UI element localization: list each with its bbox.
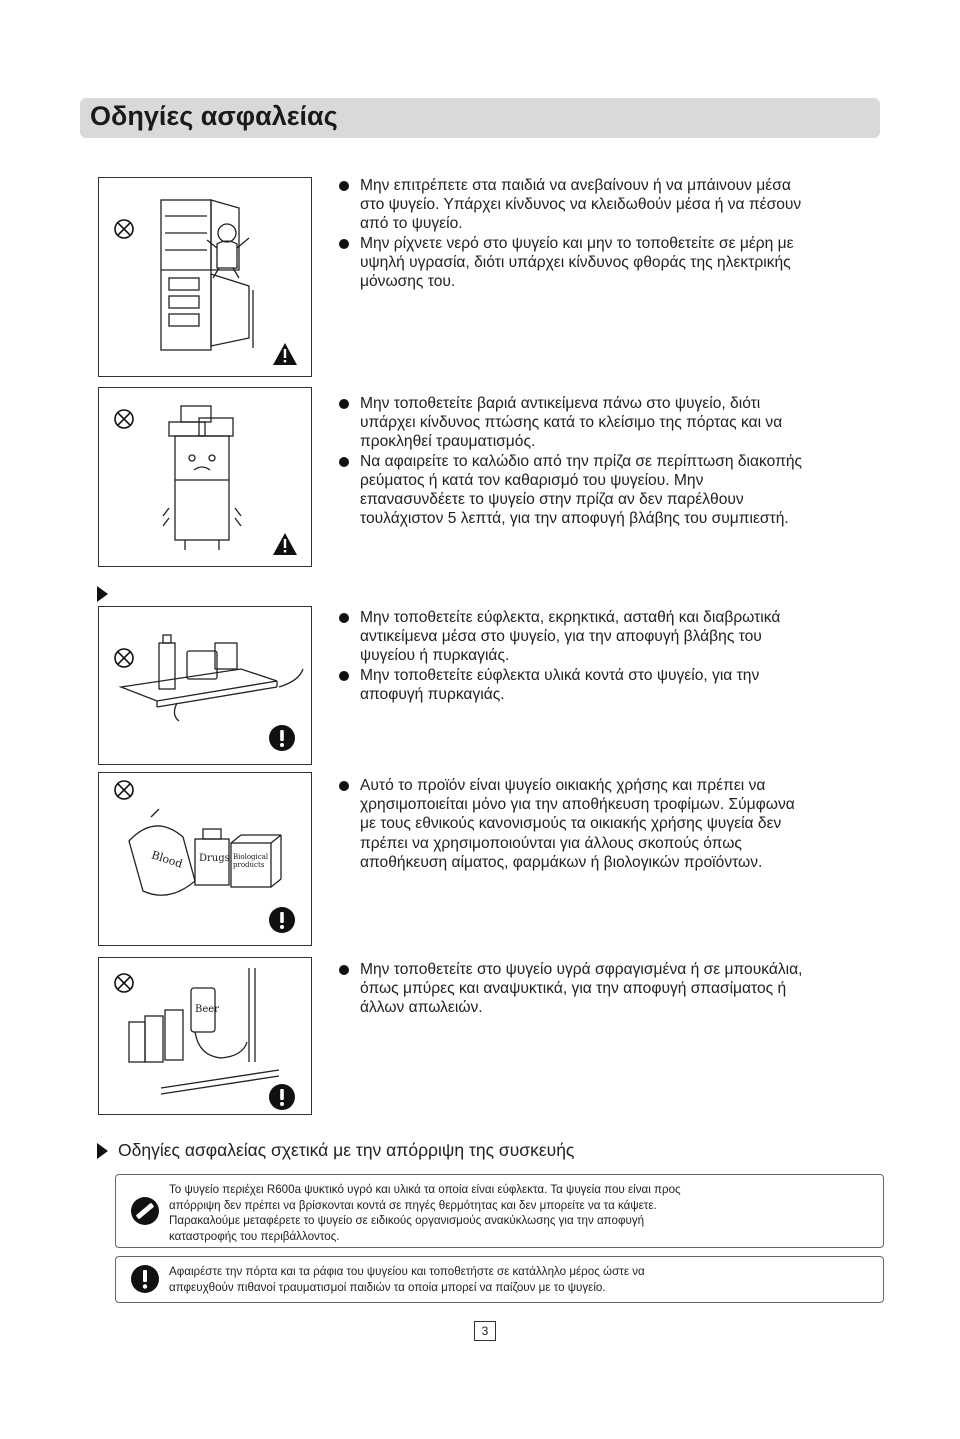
section-5-text <box>336 960 886 1018</box>
disposal-box-refrigerant <box>115 1174 884 1248</box>
bullet-item <box>336 394 886 413</box>
text-line <box>336 272 886 291</box>
page-number: 3 <box>474 1321 496 1341</box>
bullet-dot-icon <box>339 781 349 791</box>
text-line <box>336 627 886 646</box>
label-biological: Biological products <box>233 853 269 869</box>
text-line <box>336 814 886 833</box>
bullet-dot-icon <box>339 671 349 681</box>
disposal-box-door-text <box>169 1264 871 1295</box>
info-line: καταστροφής του περιβάλλοντος. <box>169 1229 340 1243</box>
mandatory-icon <box>130 1264 160 1294</box>
text-line <box>336 795 886 814</box>
text-line <box>336 646 886 665</box>
line-text: αποφυγή πυρκαγιάς. <box>360 685 505 703</box>
mandatory-icon <box>268 1083 296 1111</box>
page-title: Οδηγίες ασφαλείας <box>90 101 338 131</box>
line-text: Να αφαιρείτε το καλώδιο από την πρίζα σε περίπτωση διακοπής <box>360 452 803 470</box>
section-3-text <box>336 608 886 704</box>
info-line: Το ψυγείο περιέχει R600a ψυκτικό υγρό και υλικά τα οποία είναι εύφλεκτα. Τα ψυγεία που είναι προς <box>169 1183 681 1196</box>
text-line <box>336 509 886 528</box>
line-text: Μην ρίχνετε νερό στο ψυγείο και μην το τοποθετείτε σε μέρη με <box>360 234 794 252</box>
info-line: απόρριψη δεν πρέπει να βρίσκονται κοντά σε πηγές θερμότητας και δεν μπορείτε να τα κάψετε. <box>169 1198 657 1212</box>
text-line <box>336 413 886 432</box>
section-arrow-icon <box>97 586 108 602</box>
info-line: απφευχθούν πιθανοί τραυματισμοί παιδιών τα οποία μπορεί να παίζουν με το ψυγείο. <box>169 1280 606 1294</box>
line-text: ψυγείου ή πυρκαγιάς. <box>360 647 510 665</box>
line-text: προκληθεί τραυματισμός. <box>360 433 536 451</box>
line-text: από το ψυγείο. <box>360 215 463 233</box>
no-entry-icon <box>130 1196 160 1226</box>
line-text: Μην επιτρέπετε στα παιδιά να ανεβαίνουν ή να μπάινουν μέσα <box>360 177 791 194</box>
line-text: αντικείμενα μέσα στο ψυγείο, για την αποφυγή βλάβης του <box>360 628 762 646</box>
text-line <box>336 685 886 704</box>
bullet-dot-icon <box>339 457 349 467</box>
bullet-dot-icon <box>339 239 349 249</box>
line-text: τουλάχιστον 5 λεπτά, για την αποφυγή βλάβης του συμπιεστή. <box>360 510 789 528</box>
line-text: αποθήκευση αίματος, φαρμάκων ή βιολογικών προϊόντων. <box>360 853 763 871</box>
info-line: Αφαιρέστε την πόρτα και τα ράφια του ψυγείου και τοποθετήστε σε κατάλληλο μέρος ώστε να <box>169 1265 645 1278</box>
text-line <box>336 471 886 490</box>
line-text: με τους εθνικούς κανονισμούς τα οικιακής χρήσης ψυγεία δεν <box>360 815 782 833</box>
text-line <box>336 834 886 853</box>
section-4-text <box>336 776 886 872</box>
warning-triangle-icon <box>272 532 298 556</box>
bullet-item <box>336 608 886 627</box>
bullet-item <box>336 234 886 253</box>
bullet-dot-icon <box>339 181 349 191</box>
disposal-title: Οδηγίες ασφαλείας σχετικά με την απόρριψη της συσκευής <box>118 1140 575 1160</box>
info-line: Παρακαλούμε μεταφέρετε το ψυγείο σε ειδικούς οργανισμούς ανακύκλωσης για την αποφυγή <box>169 1214 645 1228</box>
line-text: στο ψυγείο. Υπάρχει κίνδυνος να κλειδωθούν μέσα ή να πέσουν <box>360 196 802 214</box>
bullet-dot-icon <box>339 613 349 623</box>
bullet-dot-icon <box>339 965 349 975</box>
line-text: υπάρχει κίνδυνος πτώσης κατά το κλείσιμο της πόρτας και να <box>360 414 783 432</box>
line-text: μόνωσης του. <box>360 273 456 291</box>
section-2-text <box>336 394 886 528</box>
section-arrow-icon <box>97 1143 108 1159</box>
mandatory-icon <box>268 724 296 752</box>
bullet-item <box>336 776 886 795</box>
text-line <box>336 214 886 233</box>
text-line <box>336 998 886 1017</box>
bullet-dot-icon <box>339 399 349 409</box>
line-text: Αυτό το προϊόν είναι ψυγείο οικιακής χρήσης και πρέπει να <box>360 777 766 794</box>
line-text: πρέπει να χρησιμοποιούνται για άλλους σκοπούς όπως <box>360 834 742 852</box>
warning-triangle-icon <box>272 342 298 366</box>
text-line <box>336 490 886 509</box>
section-1-text <box>336 176 886 291</box>
label-beer: Beer <box>195 1004 219 1015</box>
line-text: ρεύματος ή κατά τον καθαρισμό του ψυγείου. Μην <box>360 471 704 489</box>
line-text: άλλων απωλειών. <box>360 999 483 1017</box>
disposal-box-door <box>115 1256 884 1303</box>
line-text: Μην τοποθετείτε στο ψυγείο υγρά σφραγισμένα ή σε μπουκάλια, <box>360 961 803 978</box>
line-text: χρησιμοποιείται μόνο για την αποθήκευση τροφίμων. Σύμφωνα <box>360 796 795 814</box>
bullet-item <box>336 176 886 195</box>
label-drugs: Drugs <box>199 853 230 864</box>
mandatory-icon <box>268 906 296 934</box>
title-bar <box>80 98 880 138</box>
bullet-item <box>336 666 886 685</box>
text-line <box>336 853 886 872</box>
text-line <box>336 195 886 214</box>
text-line <box>336 979 886 998</box>
bullet-item <box>336 960 886 979</box>
line-text: υψηλή υγρασία, διότι υπάρχει κίνδυνος φθοράς της ηλεκτρικής <box>360 253 791 271</box>
label-blood: Blood <box>149 848 185 871</box>
bullet-item <box>336 452 886 471</box>
line-text: Μην τοποθετείτε εύφλεκτα υλικά κοντά στο ψυγείο, για την <box>360 666 760 684</box>
line-text: Μην τοποθετείτε εύφλεκτα, εκρηκτικά, ασταθή και διαβρωτικά <box>360 609 781 626</box>
text-line <box>336 253 886 272</box>
disposal-box-refrigerant-text <box>169 1182 871 1244</box>
line-text: Μην τοποθετείτε βαριά αντικείμενα πάνω στο ψυγείο, διότι <box>360 395 761 412</box>
line-text: επανασυνδέετε το ψυγείο στην πρίζα αν δεν παρέλθουν <box>360 491 744 509</box>
line-text: όπως μπύρες και αναψυκτικά, για την αποφυγή σπασίματος ή <box>360 980 787 998</box>
text-line <box>336 432 886 451</box>
